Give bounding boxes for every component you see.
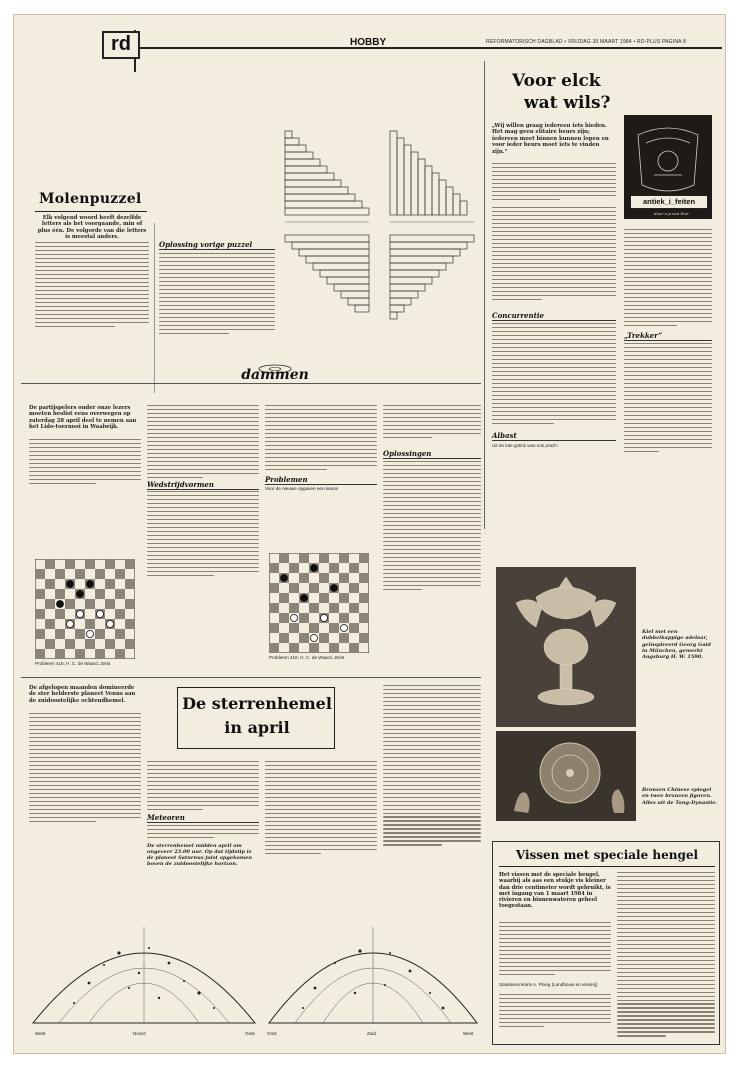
compass-south: Zuid [367, 1031, 376, 1036]
section-title: HOBBY [350, 37, 387, 48]
sterrenhemel-title-line1: De sterrenhemel [182, 694, 332, 713]
antiek-section [484, 61, 720, 529]
molenpuzzel-word-list [35, 242, 149, 330]
problemen-subhead: Problemen [265, 475, 377, 485]
antiek-title-line1: Voor elck [512, 71, 601, 91]
dammen-body-4 [383, 405, 481, 441]
antiek-byline: door a.p van thor [654, 211, 690, 216]
antiek-body-1 [492, 207, 616, 303]
board-416-caption: Probleem 416; H. C. de Waard, Zeist [269, 655, 345, 660]
antiek-lead-continued [492, 163, 616, 203]
wedstrijdvormen-subhead: Wedstrijdvormen [147, 480, 259, 490]
solution-title: Oplossing vorige puzzel [159, 240, 275, 250]
wedstrijdvormen-text [147, 491, 259, 579]
vissen-body-2 [499, 994, 611, 1030]
trekker-text [624, 343, 712, 455]
vissen-title: Vissen met speciale hengel [515, 848, 699, 862]
compass-west-1: West [35, 1031, 46, 1036]
dammen-logo [237, 363, 313, 383]
dammen-section [21, 363, 481, 671]
oplossingen-text [383, 461, 481, 592]
concurrentie-subhead: Concurrentie [492, 311, 616, 321]
eagle-cup-photo [496, 567, 636, 727]
molenpuzzel-intro: Elk volgend woord heeft dezelfde letters als het voorgaande, min of plus één. De volgorde van die letters is meestal anders. [37, 215, 147, 240]
sterrenhemel-body-1 [29, 713, 141, 825]
bronze-mirror-photo [496, 731, 636, 821]
sterrenhemel-body-4 [383, 685, 481, 848]
concurrentie-text [492, 323, 616, 427]
vissen-lead: Het vissen met de speciale hengel, waarbij als aas een stukje vis kleiner dan drie centimeter wordt gebruikt, is met ingang van 1 maart 1984 in rivieren en binnenwateren geheel toegestaan. [499, 872, 611, 910]
oplossingen-subhead: Oplossingen [383, 449, 481, 459]
sterrenhemel-title-line2: in april [224, 718, 290, 737]
solution-text [159, 253, 275, 337]
vissen-body-1 [499, 922, 611, 978]
compass-north: Noord [133, 1031, 146, 1036]
star-map-south [265, 893, 481, 1039]
antiek-lead: „Wij willen graag iedereen iets bieden. Het mag geen elitaire beurs zijn; iedereen moet binnen kunnen lopen en voor ieder beurs moet iets te vinden zijn.” [492, 123, 609, 155]
sterrenhemel-body-2 [147, 761, 259, 813]
sterrenhemel-title-box [177, 687, 335, 749]
vissen-body-3 [617, 872, 715, 1039]
antiek-body-2 [624, 229, 712, 329]
vissen-section [492, 841, 720, 1045]
compass-east-2: Oost [267, 1031, 277, 1036]
meteoren-subhead: Meteoren [147, 813, 259, 823]
molenpuzzel-section [21, 77, 481, 385]
sterrenhemel-intro: De afgelopen maanden domineerde de ster helderste planeet Venus aan de zuidoostelijke ochtendhemel. [29, 685, 136, 704]
sterrenhemel-section [21, 677, 481, 1047]
albast-subhead: Albast [492, 431, 616, 441]
rd-logo: rd [102, 31, 140, 59]
sterrenhemel-note: De sterrenhemel midden april om ongeveer 23.00 uur. Op dat tijdstip is de planeet Saturnus juist opgekomen boven de zuidoostelijke horizon. [147, 843, 252, 868]
antiek-feiten-label: antiek_i_feiten [630, 195, 708, 209]
newspaper-page [13, 14, 726, 1054]
problemen-line: Voor de nieuwe opgaven een keuze [265, 486, 339, 491]
bronze-mirror-illustration [496, 731, 636, 821]
publication-info: REFORMATORISCH DAGBLAD • VRIJDAG 30 MAART 1984 • RD-PLUS PAGINA 8 [486, 39, 686, 45]
trekker-subhead: „Trekker” [624, 331, 712, 341]
page-header [14, 15, 725, 55]
draughts-board-416 [269, 553, 369, 653]
antiek-title-line2: wat wils? [524, 93, 611, 113]
board-415-caption: Probleem 415; H. C. de Waard, Zeist [35, 661, 111, 666]
dammen-body-2 [147, 405, 259, 481]
albast-text-start: Uit de late gotick was ook prach- [492, 443, 559, 448]
molenpuzzel-grid [279, 125, 479, 387]
antiek-feiten-image [624, 115, 712, 219]
dammen-body-3 [265, 405, 377, 473]
molenpuzzel-title: Molenpuzzel [39, 191, 142, 207]
dammen-body-1 [29, 439, 141, 487]
star-map-north [29, 893, 259, 1039]
draughts-board-415 [35, 559, 135, 659]
dammen-logo-text: dammen [241, 367, 309, 383]
compass-east-1: Oost [245, 1031, 255, 1036]
meteoren-text [147, 825, 259, 841]
eagle-cup-caption: Kiel met een dubbelkappige adelaar, geïnspireerd Georg Gaid in München, gemerkt Augsburg H. W. 1590. [642, 629, 711, 661]
compass-west-2: West [463, 1031, 474, 1036]
dammen-intro: De partijspelers onder onze lezers moeten beslist eens overwegen op zaterdag 28 april deel te nemen aan het Lido-toernooi in Waalwijk. [29, 405, 137, 431]
bronze-mirror-caption: Bronzen Chinese spiegel en twee bronzen figuren. Alles uit de Tang-Dynastie. [642, 787, 718, 806]
sterrenhemel-body-3 [265, 761, 377, 857]
eagle-cup-illustration [496, 567, 636, 727]
vissen-signoff: Staatssecretaris A. Ploeg (Landbouw en visserij) [499, 982, 598, 987]
